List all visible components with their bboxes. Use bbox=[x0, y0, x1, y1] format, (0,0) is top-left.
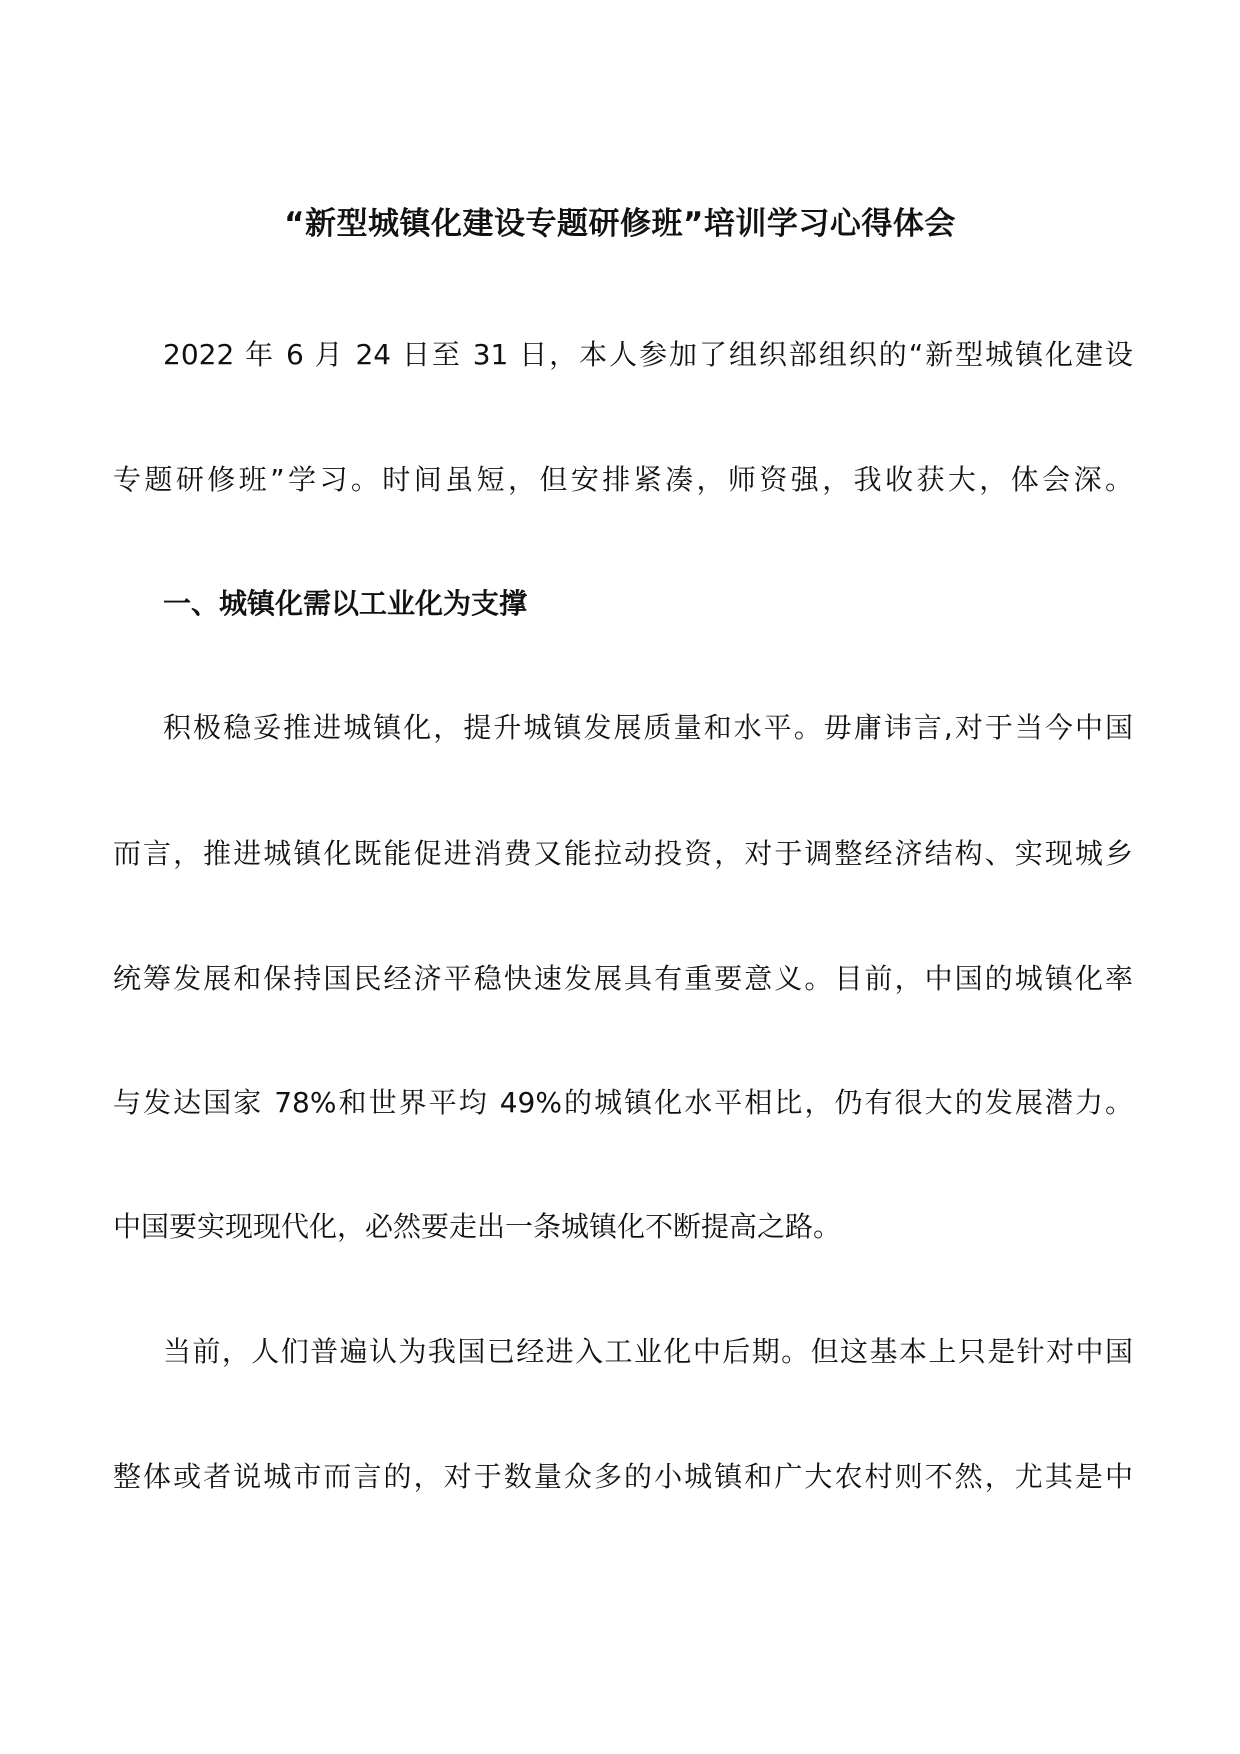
paragraph-line: 积极稳妥推进城镇化，提升城镇发展质量和水平。毋庸讳言,对于当今中国 bbox=[163, 711, 1133, 744]
section-heading: 一、城镇化需以工业化为支撑 bbox=[163, 587, 528, 620]
paragraph-line: 当前，人们普遍认为我国已经进入工业化中后期。但这基本上只是针对中国 bbox=[163, 1335, 1133, 1368]
paragraph-line: 中国要实现现代化，必然要走出一条城镇化不断提高之路。 bbox=[113, 1210, 842, 1243]
paragraph-line: 而言，推进城镇化既能促进消费又能拉动投资，对于调整经济结构、实现城乡 bbox=[113, 837, 1133, 870]
paragraph-line: 与发达国家 78%和世界平均 49%的城镇化水平相比，仍有很大的发展潜力。 bbox=[113, 1086, 1133, 1119]
document-title: “新型城镇化建设专题研修班”培训学习心得体会 bbox=[284, 206, 956, 242]
paragraph-line: 2022 年 6 月 24 日至 31 日，本人参加了组织部组织的“新型城镇化建设 bbox=[163, 338, 1133, 371]
paragraph-line: 整体或者说城市而言的，对于数量众多的小城镇和广大农村则不然，尤其是中 bbox=[113, 1460, 1133, 1493]
paragraph-line: 专题研修班”学习。时间虽短，但安排紧凑，师资强，我收获大，体会深。 bbox=[113, 463, 1133, 496]
paragraph-line: 统筹发展和保持国民经济平稳快速发展具有重要意义。目前，中国的城镇化率 bbox=[113, 962, 1133, 995]
